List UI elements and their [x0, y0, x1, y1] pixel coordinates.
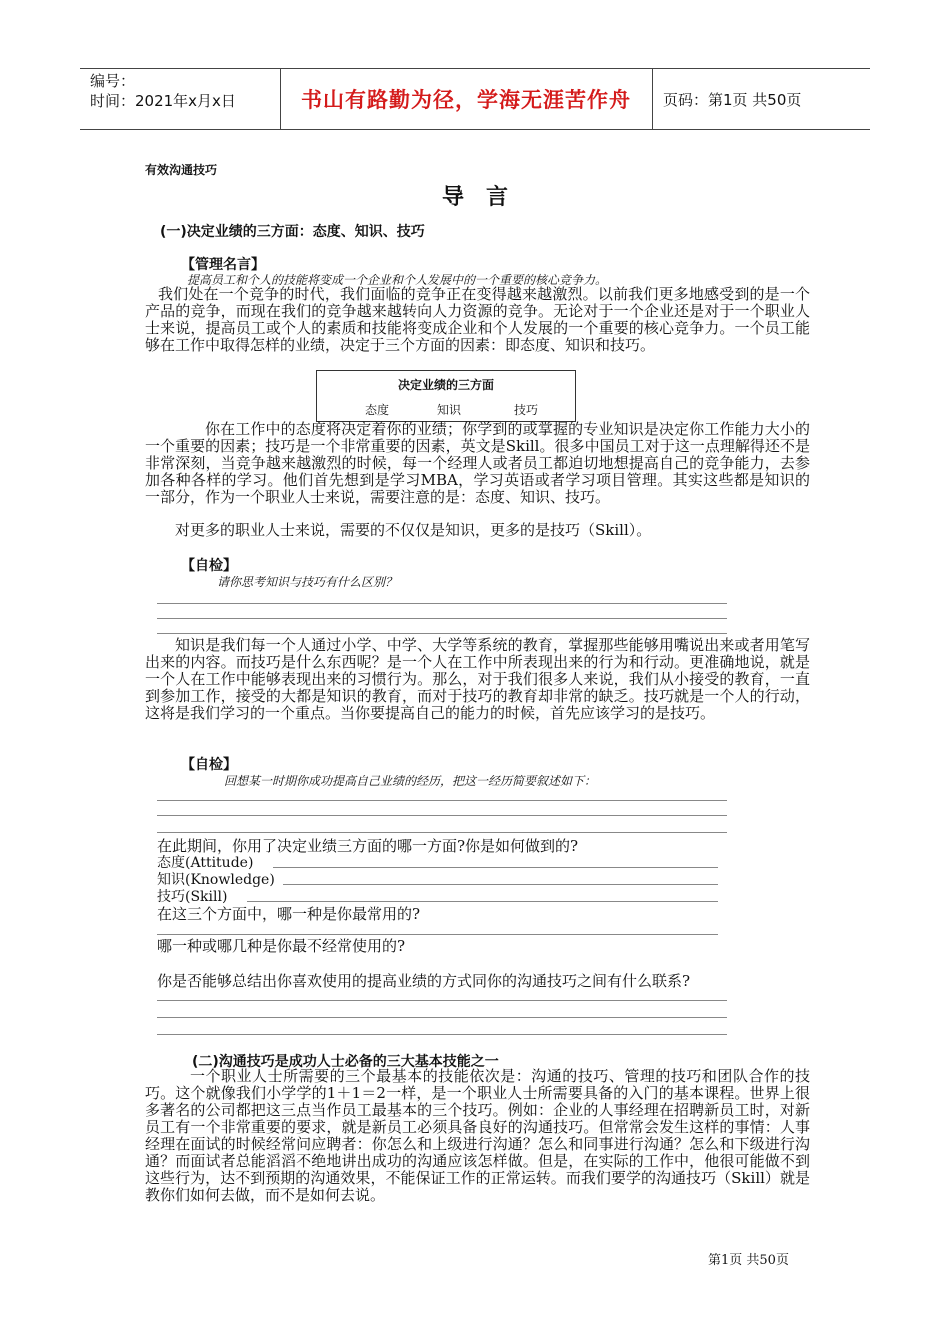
paragraph: 对更多的职业人士来说，需要的不仅仅是知识，更多的是技巧（Skill）。	[175, 521, 652, 539]
paragraph: 一个职业人士所需要的三个最基本的技能依次是：沟通的技巧、管理的技巧和团队合作的技巧。这个就像我们小学学的1＋1＝2一样，是一个职业人士所需要具备的入门的基本课程。世界上很多著名的公司都把这三点当作员工最基本的三个技巧。例如：企业的人事经理在招聘新员工时，对新员工有一个非常重要的要求，就是新员工必须具备良好的沟通技巧。但常常会发生这样的事情：人事经理在面试的时候经常问应聘者：你怎么和上级进行沟通？怎么和同事进行沟通？怎么和下级进行沟通？而面试者总能滔滔不绝地讲出成功的沟通应该怎样做。但是，在实际的工作中，他很可能做不到这些行为，达不到预期的沟通效果，不能保证工作的正常运转。而我们要学的沟通技巧（Skill）就是教你们如何去做，而不是如何去说。	[145, 1067, 810, 1204]
answer-line	[283, 884, 718, 885]
page-footer: 第1页 共50页	[708, 1253, 789, 1268]
question-option-skill: 技巧(Skill)	[157, 889, 228, 905]
header-divider	[652, 69, 653, 129]
check2-question: 回想某一时期你成功提高自己业绩的经历，把这一经历简要叙述如下：	[224, 774, 597, 788]
three-aspects-box	[316, 370, 576, 422]
serial-label: 编号：	[90, 72, 136, 90]
answer-line	[157, 800, 727, 801]
page-header	[80, 68, 870, 130]
question: 哪一种或哪几种是你最不经常使用的?	[157, 937, 406, 955]
answer-line	[157, 1034, 727, 1035]
check1-question: 请你思考知识与技巧有什么区别？	[217, 575, 398, 589]
answer-line	[157, 633, 727, 634]
header-page-label: 页码：第1页 共50页	[663, 90, 802, 109]
paragraph: 知识是我们每一个人通过小学、中学、大学等系统的教育，掌握那些能够用嘴说出来或者用笔写出来的内容。而技巧是什么东西呢？是一个人在工作中所表现出来的行为和行动。更准确地说，就是一个人在工作中能够表现出来的习惯行为。那么，对于我们很多人来说，我们从小接受的教育，一直到参加工作，接受的大都是知识的教育，而对于技巧的教育却非常的缺乏。技巧就是一个人的行动，这将是我们学习的一个重点。当你要提高自己的能力的时候，首先应该学习的是技巧。	[145, 636, 810, 722]
box-item-skill: 技巧	[514, 403, 539, 417]
answer-line	[157, 603, 727, 604]
check2-label: 【自检】	[181, 757, 237, 773]
doc-subtitle: 有效沟通技巧	[145, 163, 218, 177]
box-item-attitude: 态度	[365, 403, 390, 417]
question-option-knowledge: 知识(Knowledge)	[157, 872, 275, 888]
box-item-knowledge: 知识	[437, 403, 462, 417]
answer-line	[247, 901, 718, 902]
doc-title: 导 言	[441, 185, 508, 210]
answer-line	[157, 1017, 727, 1018]
header-motto: 书山有路勤为径，学海无涯苦作舟	[301, 88, 631, 112]
question: 在这三个方面中，哪一种是你最常用的?	[157, 905, 421, 923]
answer-line	[157, 815, 727, 816]
maxim-label: 【管理名言】	[181, 257, 265, 273]
paragraph: 你在工作中的态度将决定着你的业绩；你学到的或掌握的专业知识是决定你工作能力大小的一个重要的因素；技巧是一个非常重要的因素，英文是Skill。很多中国员工对于这一点理解得还不是非常深刻，当竞争越来越激烈的时候，每一个经理人或者员工都迫切地想提高自己的竞争能力，去参加各种各样的学习。他们首先想到是学习MBA，学习英语或者学习项目管理。其实这些都是知识的一部分，作为一个职业人士来说，需要注意的是：态度、知识、技巧。	[145, 420, 810, 506]
section2-heading: (二)沟通技巧是成功人士必备的三大基本技能之一	[192, 1054, 499, 1070]
check1-label: 【自检】	[181, 558, 237, 574]
question: 在此期间，你用了决定业绩三方面的哪一方面?你是如何做到的?	[157, 837, 579, 855]
date-label: 时间：2021年x月x日	[90, 92, 236, 110]
question: 你是否能够总结出你喜欢使用的提高业绩的方式同你的沟通技巧之间有什么联系?	[157, 972, 691, 990]
paragraph: 我们处在一个竞争的时代，我们面临的竞争正在变得越来越激烈。以前我们更多地感受到的是一个产品的竞争，而现在我们的竞争越来越转向人力资源的竞争。无论对于一个企业还是对于一个职业人士来说，提高员工或个人的素质和技能将变成企业和个人发展的一个重要的核心竞争力。一个员工能够在工作中取得怎样的业绩，决定于三个方面的因素：即态度、知识和技巧。	[145, 285, 810, 354]
maxim-text: 提高员工和个人的技能将变成一个企业和个人发展中的一个重要的核心竞争力。	[187, 273, 608, 287]
question-option-attitude: 态度(Attitude)	[157, 855, 254, 871]
answer-line	[157, 618, 727, 619]
answer-line	[157, 1000, 727, 1001]
box-title: 决定业绩的三方面	[397, 378, 494, 392]
answer-line	[273, 867, 718, 868]
section1-heading: (一)决定业绩的三方面：态度、知识、技巧	[160, 224, 425, 240]
header-meta	[90, 71, 236, 111]
answer-line	[157, 832, 727, 833]
